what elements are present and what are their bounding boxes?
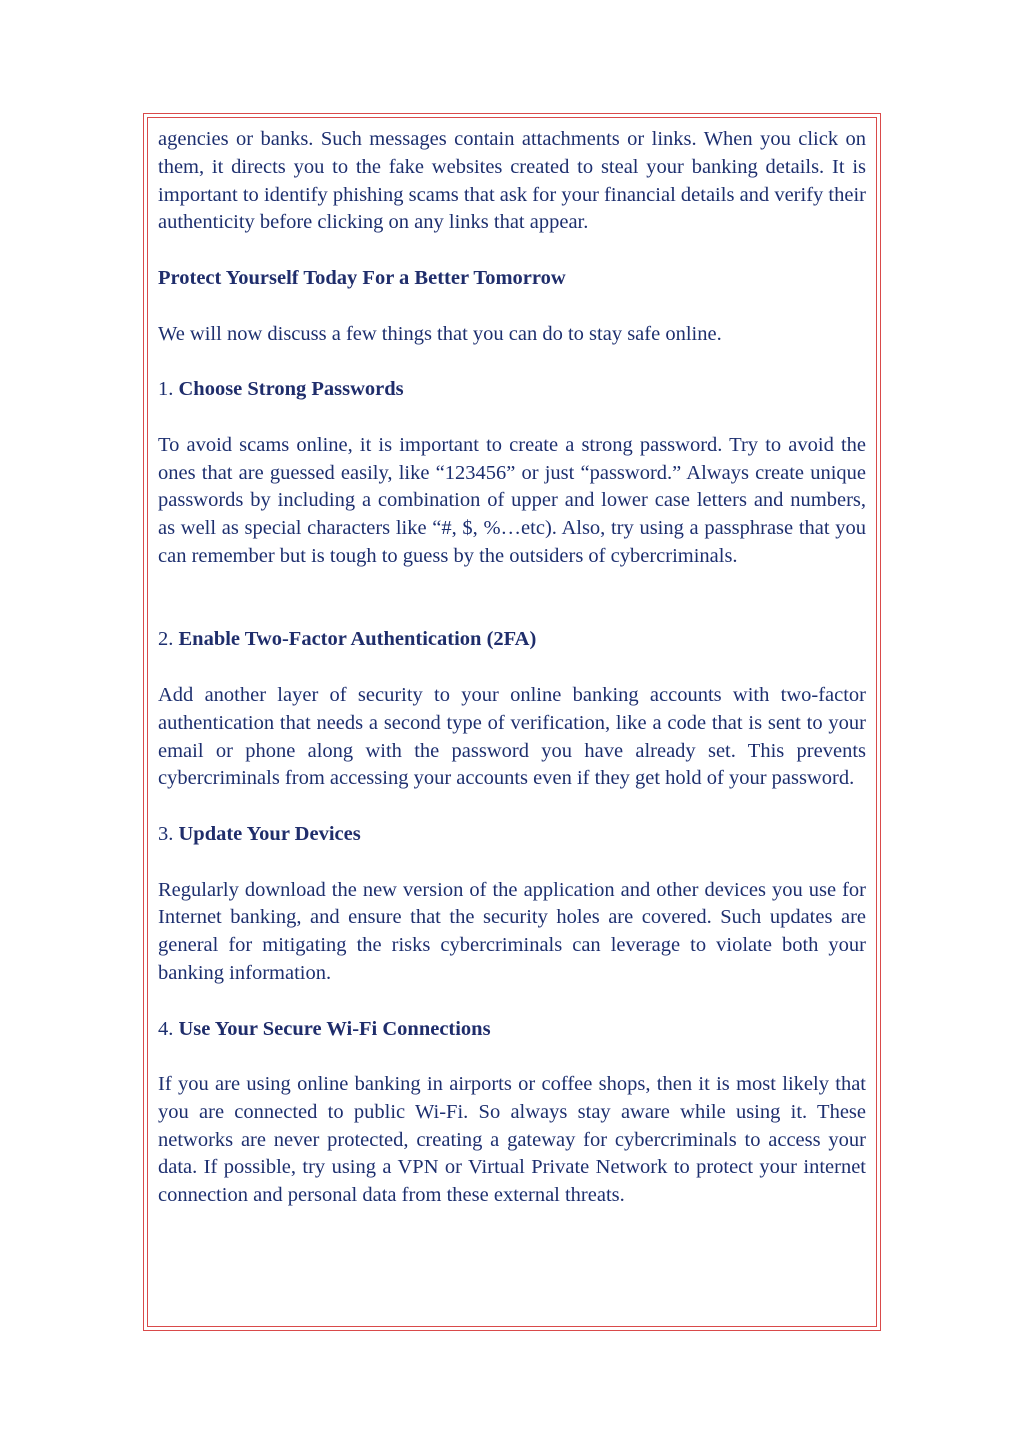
item-body-4: If you are using online banking in airports or coffee shops, then it is most likely that you are connected to public Wi-Fi. So always stay aware while using it. These networks are never protected, creating a gateway for cybercriminals to access your data. If possible, try using a VPN or Virtual Private Network to protect your internet connection and personal data from these external threats. xyxy=(158,1073,866,1207)
intro-paragraph: agencies or banks. Such messages contain attachments or links. When you click on them, it directs you to the fake websites created to steal your banking details. It is important to identify phishing scams that ask for your financial details and verify their authenticity before clicking on any links that appear. xyxy=(158,128,866,234)
item-body-3: Regularly download the new version of the application and other devices you use for Internet banking, and ensure that the security holes are covered. Such updates are general for mitigating the risks cybercriminals can leverage to violate both your banking information. xyxy=(158,878,866,984)
item-heading-1 xyxy=(158,376,866,404)
item-number: 2. xyxy=(158,628,174,651)
item-title: Enable Two-Factor Authentication (2FA) xyxy=(178,628,537,651)
section-intro: We will now discuss a few things that you can do to stay safe online. xyxy=(158,322,722,345)
item-title: Use Your Secure Wi-Fi Connections xyxy=(178,1017,491,1040)
item-number: 4. xyxy=(158,1017,174,1040)
item-heading-3 xyxy=(158,821,866,849)
item-number: 1. xyxy=(158,378,174,401)
document-content xyxy=(158,126,866,1210)
item-title: Choose Strong Passwords xyxy=(178,378,404,401)
document-frame-inner xyxy=(147,117,877,1327)
document-frame xyxy=(143,113,881,1331)
item-title: Update Your Devices xyxy=(178,822,361,845)
item-body-2: Add another layer of security to your online banking accounts with two-factor authentication that needs a second type of verification, like a code that is sent to your email or phone along with the password you have already set. This prevents cybercriminals from accessing your accounts even if they get hold of your password. xyxy=(158,683,866,790)
item-heading-4 xyxy=(158,1016,866,1044)
item-number: 3. xyxy=(158,822,174,845)
item-heading-2 xyxy=(158,626,866,654)
section-heading: Protect Yourself Today For a Better Tomorrow xyxy=(158,266,566,289)
item-body-1: To avoid scams online, it is important to create a strong password. Try to avoid the ones that are guessed easily, like “123456” or just “password.” Always create unique passwords by including a combination of upper and lower case letters and numbers, as well as special characters like “#, $, %…etc). Also, try using a passphrase that you can remember but is tough to guess by the outsiders of cybercriminals. xyxy=(158,433,866,567)
